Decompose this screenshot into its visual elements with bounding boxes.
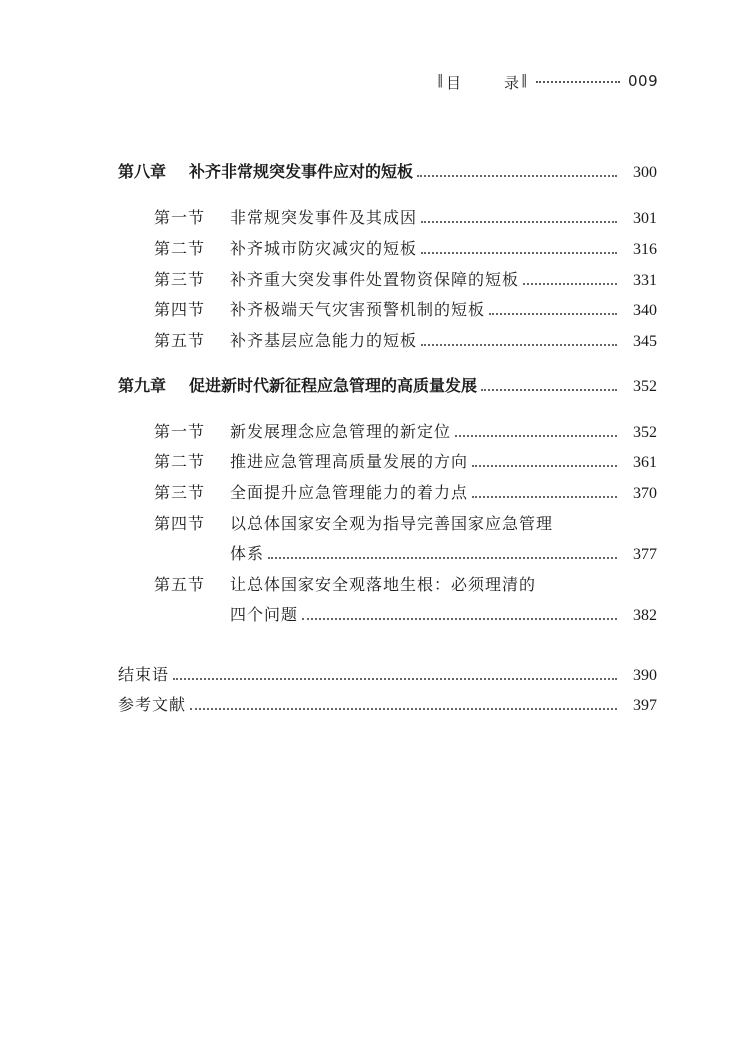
section-number: 第四节 (154, 514, 206, 533)
leader-dots (472, 496, 617, 498)
leader-dots (481, 389, 617, 391)
toc-section[interactable] (0, 235, 750, 259)
toc-section-line1[interactable] (0, 571, 750, 595)
header-leader-dots (536, 81, 620, 83)
leader-dots (268, 557, 617, 559)
toc-end-item-conclusion[interactable] (0, 661, 750, 685)
leader-dots (523, 283, 617, 285)
toc-section[interactable] (0, 479, 750, 503)
section-number: 第二节 (154, 452, 206, 471)
section-number: 第一节 (154, 208, 206, 227)
toc-section[interactable] (0, 204, 750, 228)
header-right-mark: ‖ (521, 73, 528, 88)
leader-dots (455, 435, 617, 437)
section-page: 361 (633, 454, 657, 471)
section-number: 第二节 (154, 239, 206, 258)
section-title-line1: 以总体国家安全观为指导完善国家应急管理 (230, 514, 554, 533)
section-number: 第五节 (154, 575, 206, 594)
toc-section-line2[interactable] (0, 601, 750, 625)
section-title: 推进应急管理高质量发展的方向 (230, 452, 469, 471)
end-item-page: 397 (633, 697, 657, 714)
end-item-page: 390 (633, 667, 657, 684)
leader-dots (472, 465, 617, 467)
section-title: 新发展理念应急管理的新定位 (230, 422, 452, 441)
leader-dots (302, 618, 617, 620)
section-page: 316 (633, 241, 657, 258)
section-title-line1: 让总体国家安全观落地生根：必须理清的 (230, 575, 537, 594)
leader-dots (421, 221, 617, 223)
chapter-number: 第八章 (118, 162, 167, 181)
section-title: 非常规突发事件及其成因 (230, 208, 418, 227)
section-number: 第三节 (154, 483, 206, 502)
chapter-title: 补齐非常规突发事件应对的短板 (189, 162, 414, 181)
running-header (0, 70, 750, 94)
section-number: 第五节 (154, 331, 206, 350)
section-page: 352 (633, 424, 657, 441)
section-title: 补齐基层应急能力的短板 (230, 331, 418, 350)
header-page-number: 009 (628, 72, 659, 90)
section-title: 补齐城市防灾减灾的短板 (230, 239, 418, 258)
toc-section[interactable] (0, 266, 750, 290)
section-page: 340 (633, 302, 657, 319)
leader-dots (489, 313, 617, 315)
section-title: 补齐重大突发事件处置物资保障的短板 (230, 270, 520, 289)
chapter-number: 第九章 (118, 376, 167, 395)
chapter-title: 促进新时代新征程应急管理的高质量发展 (189, 376, 478, 395)
toc-section[interactable] (0, 327, 750, 351)
section-page: 370 (633, 485, 657, 502)
section-title-line2: 四个问题 (230, 605, 299, 624)
section-title: 补齐极端天气灾害预警机制的短板 (230, 300, 486, 319)
section-page: 301 (633, 210, 657, 227)
toc-end-item-references[interactable] (0, 691, 750, 715)
toc-chapter-8[interactable] (0, 158, 750, 182)
section-number: 第三节 (154, 270, 206, 289)
toc-section[interactable] (0, 296, 750, 320)
section-page: 331 (633, 272, 657, 289)
toc-section-line1[interactable] (0, 510, 750, 534)
leader-dots (190, 708, 617, 710)
toc-section[interactable] (0, 448, 750, 472)
section-page: 377 (633, 546, 657, 563)
leader-dots (421, 252, 617, 254)
leader-dots (417, 175, 617, 177)
end-item-title: 结束语 (118, 665, 170, 684)
leader-dots (421, 344, 617, 346)
section-page: 345 (633, 333, 657, 350)
chapter-page: 352 (633, 378, 657, 395)
header-title-part2: 录 (504, 74, 520, 92)
section-number: 第四节 (154, 300, 206, 319)
chapter-page: 300 (633, 164, 657, 181)
section-number: 第一节 (154, 422, 206, 441)
header-left-mark: ‖ (437, 73, 444, 88)
section-page: 382 (633, 607, 657, 624)
toc-section-line2[interactable] (0, 540, 750, 564)
section-title-line2: 体系 (230, 544, 265, 563)
toc-chapter-9[interactable] (0, 372, 750, 396)
toc-section[interactable] (0, 418, 750, 442)
end-item-title: 参考文献 (118, 695, 187, 714)
header-title-part1: 目 (446, 74, 462, 92)
leader-dots (173, 678, 617, 680)
section-title: 全面提升应急管理能力的着力点 (230, 483, 469, 502)
